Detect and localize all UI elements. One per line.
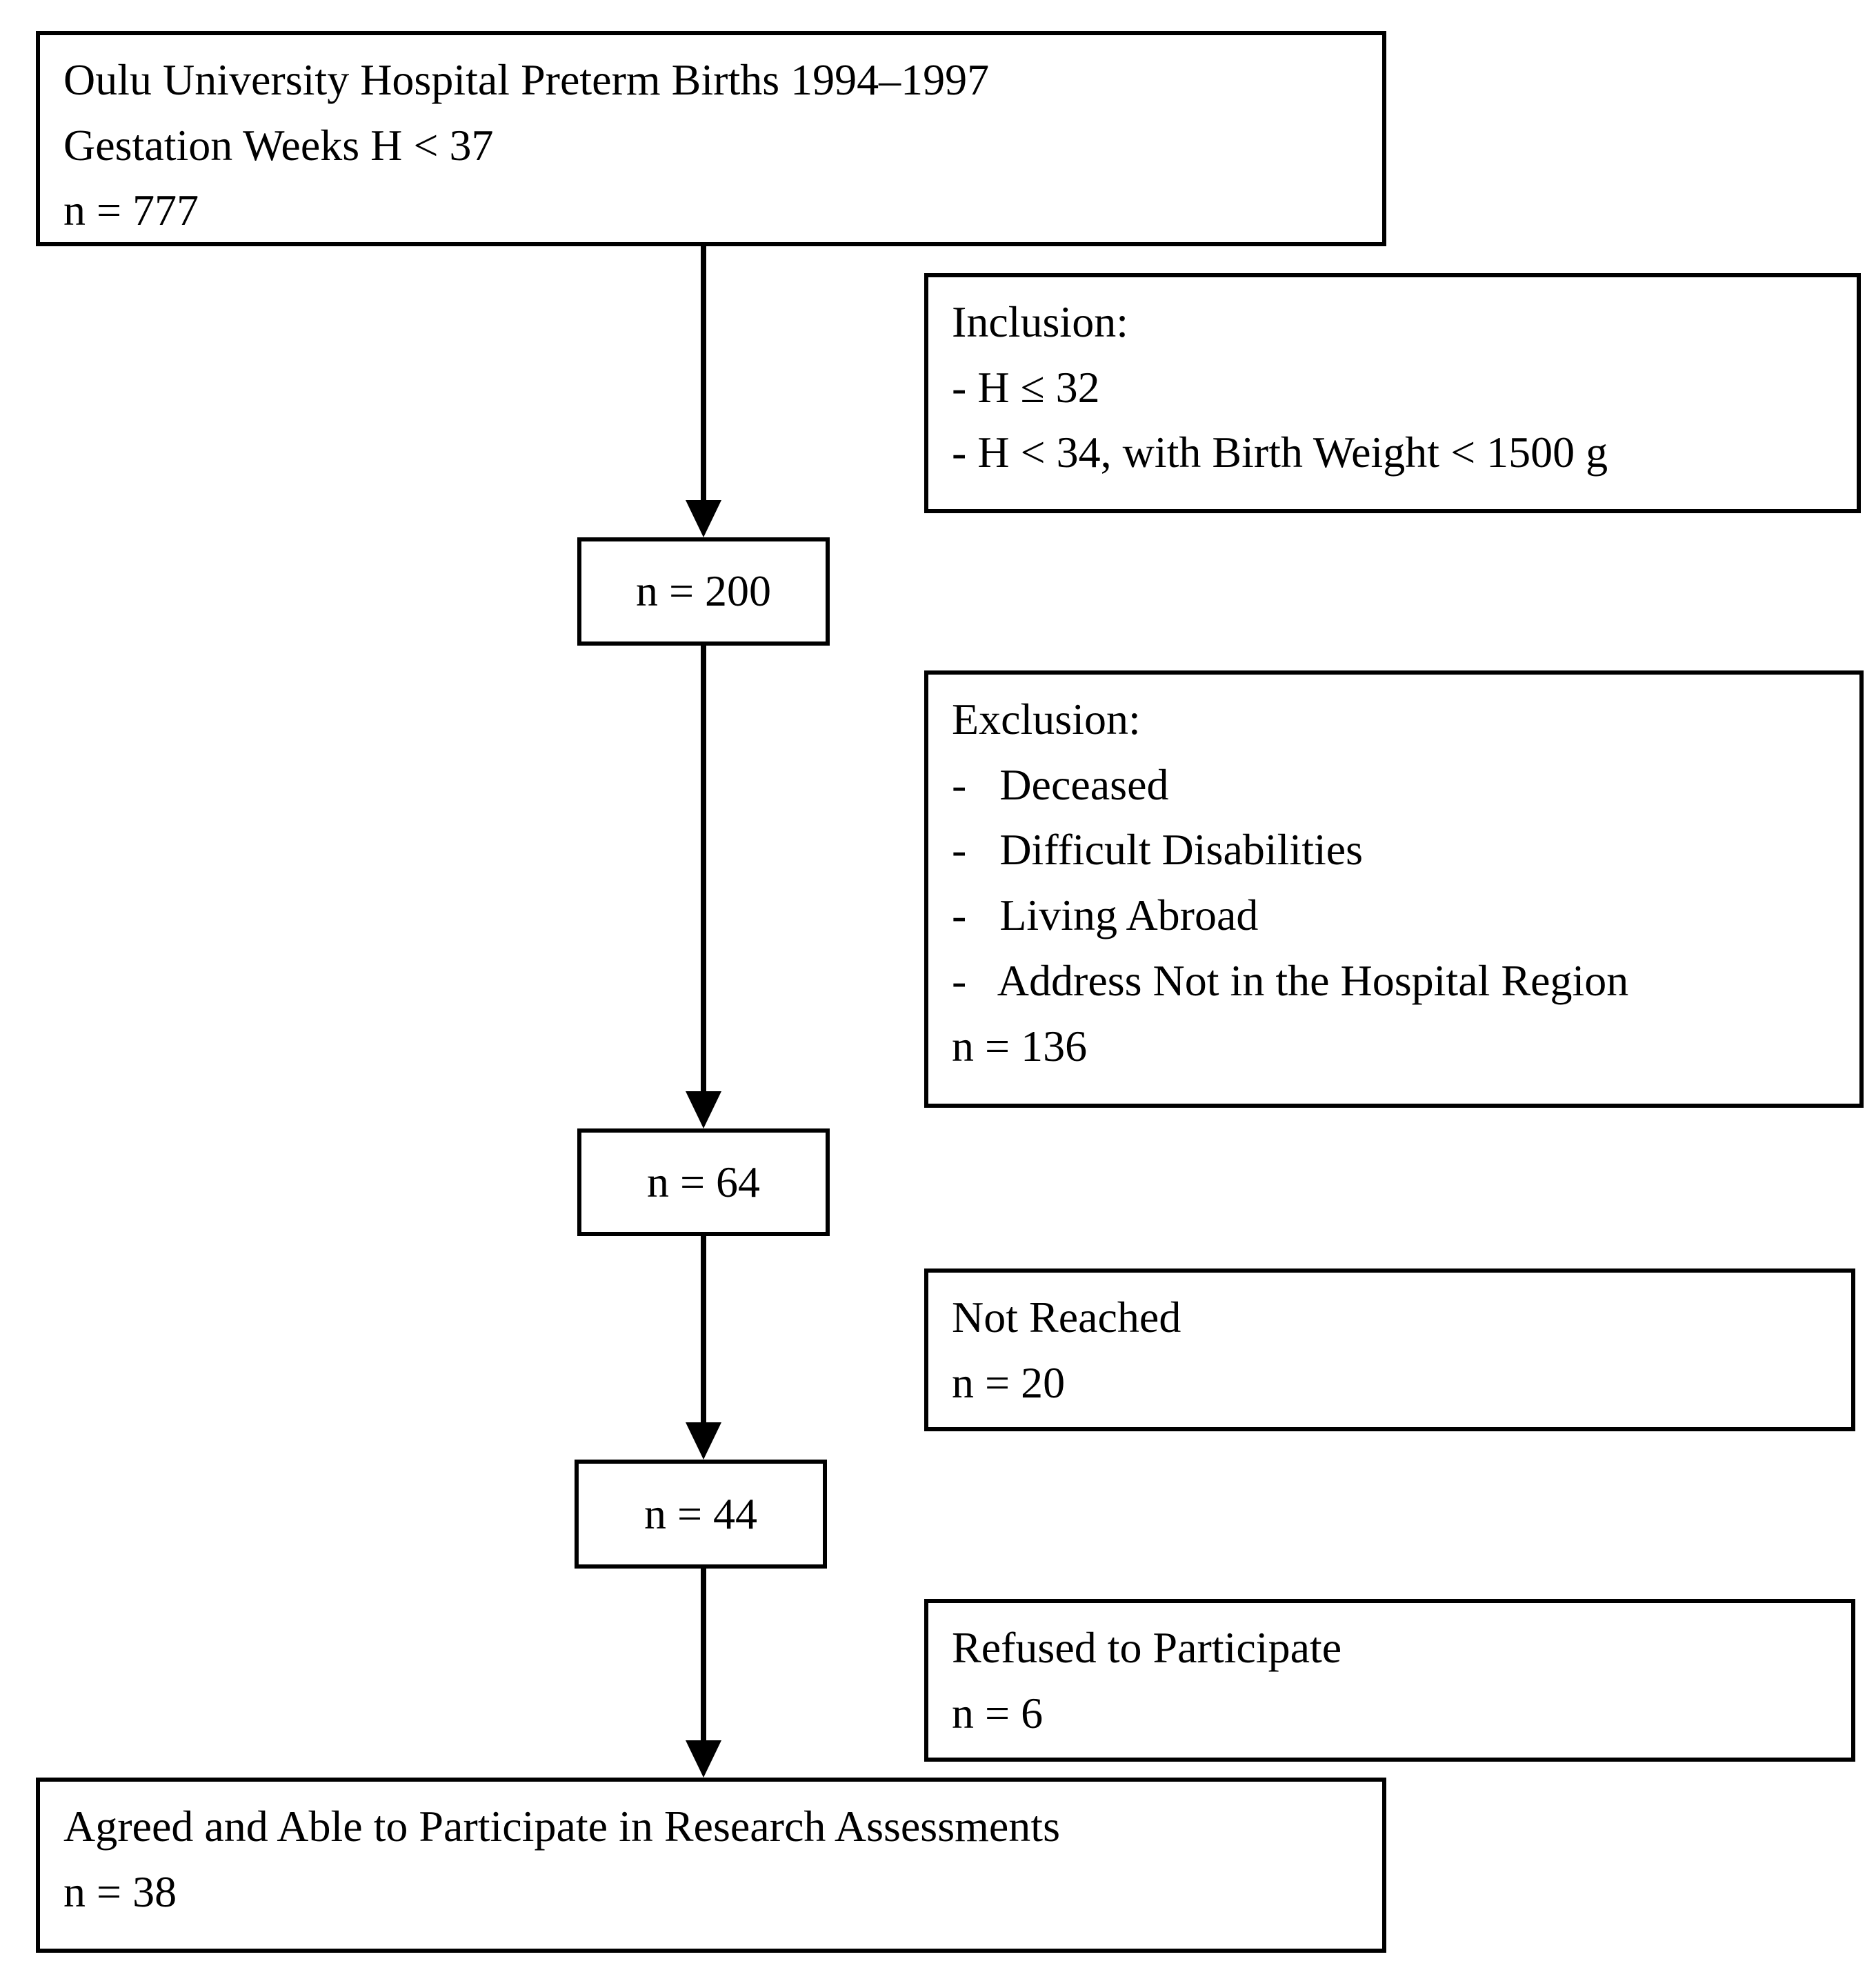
arrow-n64-to-n44 [684,1236,723,1460]
exclusion-item: - Difficult Disabilities [952,825,1364,875]
final-label: Agreed and Able to Participate in Research Assessments [63,1802,1060,1851]
node-count-44 [575,1460,827,1569]
arrow-shaft [701,646,706,1095]
count-label: n = 44 [643,1489,758,1538]
refused-count: n = 6 [952,1688,1044,1738]
arrow-n44-to-final [684,1569,723,1778]
arrow-source-to-n200 [684,246,723,537]
arrow-shaft [701,1236,706,1426]
exclusion-item: - Address Not in the Hospital Region [952,955,1629,1005]
arrow-head-icon [686,1422,721,1460]
node-inclusion-criteria [924,273,1861,513]
arrow-head-icon [686,1740,721,1778]
node-count-200 [577,537,830,646]
exclusion-heading: Exclusion: [952,695,1141,744]
source-count-line: n = 777 [63,186,199,235]
final-count: n = 38 [63,1867,177,1916]
node-count-64 [577,1128,830,1236]
arrow-shaft [701,246,706,504]
exclusion-item: - Living Abroad [952,891,1259,940]
source-title-line: Oulu University Hospital Preterm Births 1994–1997 [63,55,990,104]
node-exclusion-criteria [924,670,1864,1108]
count-label: n = 64 [646,1157,761,1206]
inclusion-item: - H < 34, with Birth Weight < 1500 g [952,428,1608,477]
inclusion-heading: Inclusion: [952,297,1128,346]
source-gestation-line: Gestation Weeks H < 37 [63,120,494,170]
count-label: n = 200 [635,566,772,616]
not-reached-label: Not Reached [952,1293,1181,1342]
arrow-head-icon [686,500,721,537]
inclusion-item: - H ≤ 32 [952,362,1100,412]
arrow-head-icon [686,1091,721,1128]
exclusion-item: - Deceased [952,759,1169,809]
node-not-reached [924,1268,1855,1431]
arrow-shaft [701,1569,706,1744]
node-final-participants [36,1778,1386,1953]
node-refused [924,1599,1855,1762]
node-source-population [36,31,1386,246]
arrow-n200-to-n64 [684,646,723,1128]
not-reached-count: n = 20 [952,1357,1066,1407]
refused-label: Refused to Participate [952,1623,1342,1672]
exclusion-count: n = 136 [952,1021,1088,1071]
